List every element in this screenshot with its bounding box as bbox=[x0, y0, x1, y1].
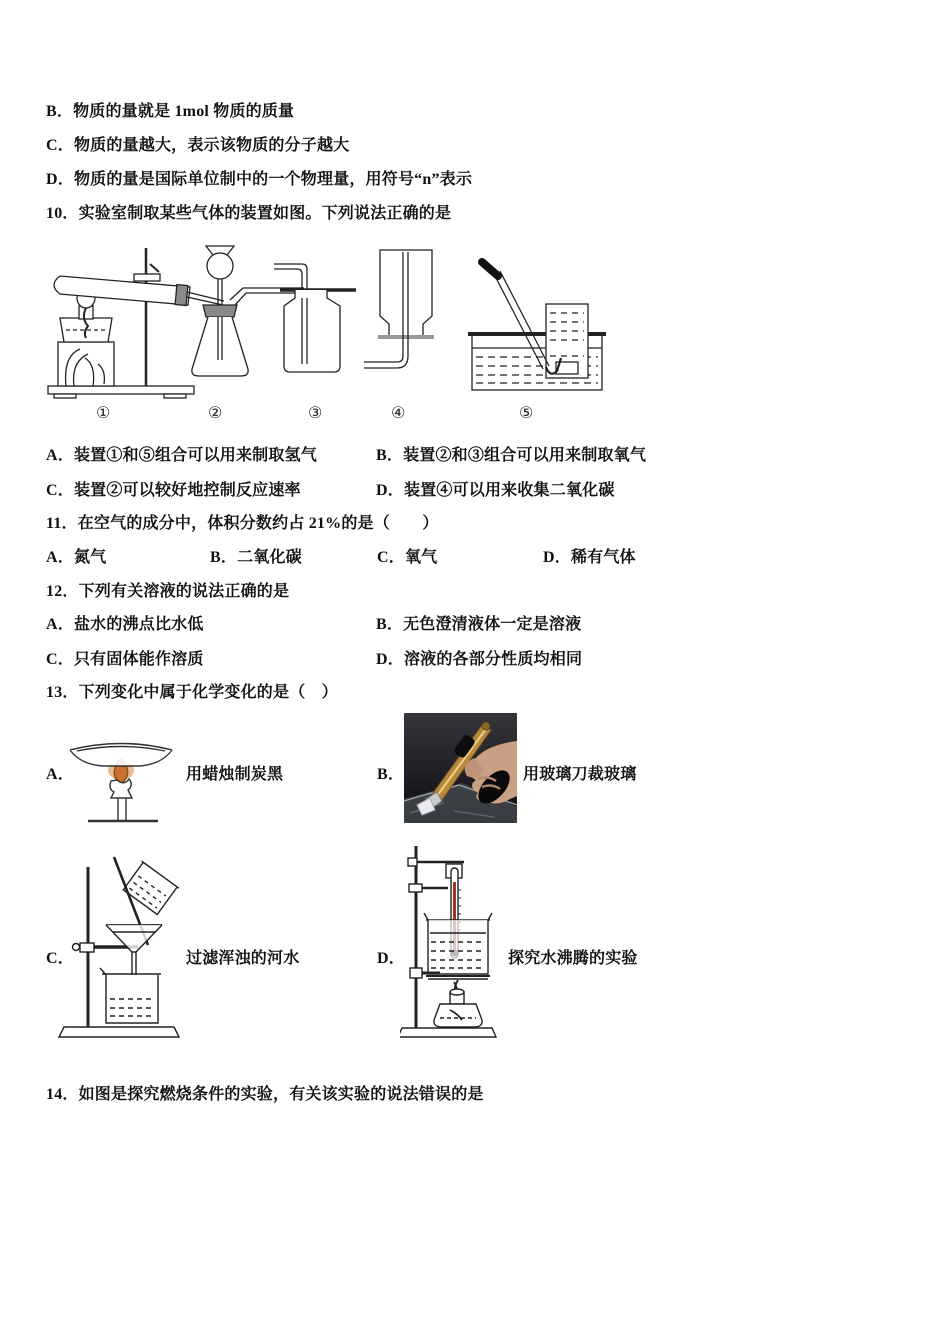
q11-option-d: D．稀有气体 bbox=[543, 549, 636, 566]
figure-label-1: ① bbox=[96, 405, 111, 422]
q11-option-b: B．二氧化碳 bbox=[210, 549, 302, 566]
q11-option-c: C．氧气 bbox=[377, 549, 438, 566]
q13-option-d-caption: 探究水沸腾的实验 bbox=[508, 950, 638, 967]
q11-stem: 11．在空气的成分中，体积分数约占 21%的是（ ） bbox=[46, 515, 439, 532]
q13-option-a-caption: 用蜡烛制炭黑 bbox=[186, 766, 284, 783]
q11-option-a: A．氮气 bbox=[46, 549, 107, 566]
q9-option-b: B．物质的量就是 1mol 物质的质量 bbox=[46, 103, 295, 120]
q10-option-c: C．装置②可以较好地控制反应速率 bbox=[46, 482, 301, 499]
q13-option-a-label: A． bbox=[46, 766, 74, 783]
water-boiling-figure bbox=[400, 840, 500, 1040]
q10-option-a: A．装置①和⑤组合可以用来制取氢气 bbox=[46, 447, 317, 464]
pouring-beaker bbox=[122, 861, 179, 916]
q14-stem: 14．如图是探究燃烧条件的实验，有关该实验的说法错误的是 bbox=[46, 1086, 484, 1103]
apparatus-4-collection-bottle bbox=[364, 250, 434, 368]
figure-label-4: ④ bbox=[391, 405, 406, 422]
q13-option-c-caption: 过滤浑浊的河水 bbox=[186, 950, 300, 967]
candle-carbon-black-figure bbox=[66, 734, 176, 826]
q10-option-b: B．装置②和③组合可以用来制取氧气 bbox=[376, 447, 647, 464]
figure-label-5: ⑤ bbox=[519, 405, 534, 422]
q13-option-c-label: C． bbox=[46, 950, 74, 967]
q10-apparatus-figure bbox=[46, 238, 606, 400]
q13-stem: 13．下列变化中属于化学变化的是（ ） bbox=[46, 684, 338, 701]
filtration-figure bbox=[58, 853, 180, 1041]
q12-option-b: B．无色澄清液体一定是溶液 bbox=[376, 616, 582, 633]
q12-option-c: C．只有固体能作溶质 bbox=[46, 651, 204, 668]
apparatus-3-gas-bottle bbox=[274, 264, 356, 372]
q12-option-a: A．盐水的沸点比水低 bbox=[46, 616, 204, 633]
glass-cutting-photo bbox=[404, 713, 517, 823]
q13-option-d-label: D． bbox=[377, 950, 405, 967]
figure-label-2: ② bbox=[208, 405, 223, 422]
q9-option-c: C．物质的量越大，表示该物质的分子越大 bbox=[46, 137, 350, 154]
q10-option-d: D．装置④可以用来收集二氧化碳 bbox=[376, 482, 615, 499]
figure-label-3: ③ bbox=[308, 405, 323, 422]
q12-option-d: D．溶液的各部分性质均相同 bbox=[376, 651, 583, 668]
apparatus-5-water-trough bbox=[468, 262, 606, 390]
q13-option-b-caption: 用玻璃刀裁玻璃 bbox=[523, 766, 637, 783]
q12-stem: 12．下列有关溶液的说法正确的是 bbox=[46, 583, 290, 600]
q10-stem: 10．实验室制取某些气体的装置如图。下列说法正确的是 bbox=[46, 205, 452, 222]
q9-option-d: D．物质的量是国际单位制中的一个物理量，用符号“n”表示 bbox=[46, 171, 473, 188]
q13-option-b-label: B． bbox=[377, 766, 405, 783]
